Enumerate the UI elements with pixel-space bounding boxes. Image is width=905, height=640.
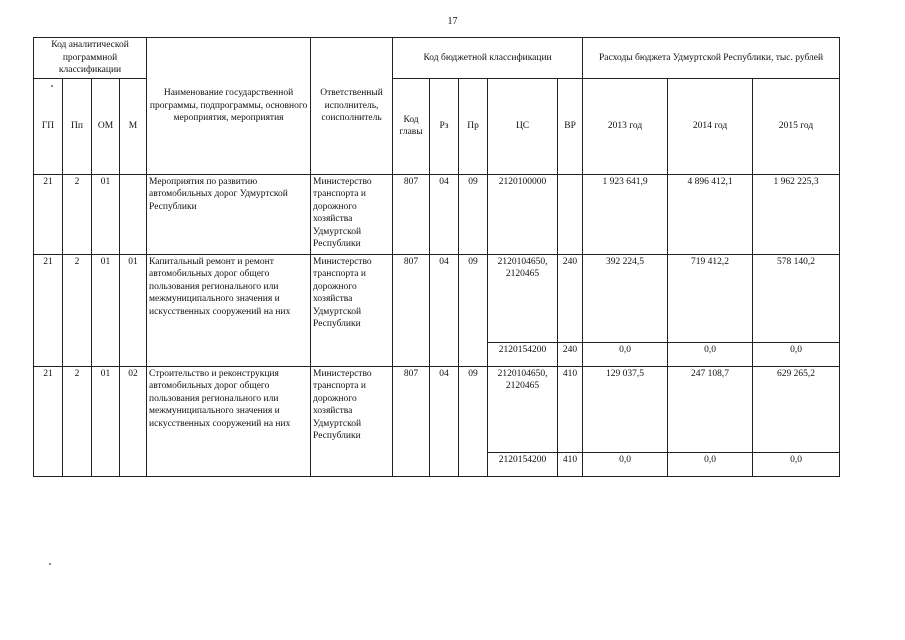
header-2014: 2014 год <box>668 78 753 174</box>
page-number: 17 <box>447 16 458 27</box>
cell-kod-glavy: 807 <box>393 254 430 366</box>
cell-vr: 410 <box>558 452 583 476</box>
header-rz: Рз <box>430 78 459 174</box>
cell-executor: Министерство транспорта и дорожного хозяйства Удмуртской Республики <box>311 254 393 366</box>
cell-2015: 0,0 <box>753 342 840 366</box>
cell-gp: 21 <box>34 366 63 476</box>
scan-speck <box>49 563 51 565</box>
cell-om: 01 <box>92 366 120 476</box>
cell-executor: Министерство транспорта и дорожного хозяйства Удмуртской Республики <box>311 366 393 476</box>
cell-name: Капитальный ремонт и ремонт автомобильных дорог общего пользования регионального или межмуниципального значения и искусственных сооружений на них <box>147 254 311 366</box>
cell-pp: 2 <box>63 366 92 476</box>
cell-cs: 2120154200 <box>488 452 558 476</box>
cell-cs: 2120100000 <box>488 174 558 254</box>
cell-m <box>120 174 147 254</box>
cell-2015: 629 265,2 <box>753 366 840 452</box>
cell-cs: 2120104650, 2120465 <box>488 366 558 452</box>
header-expenses: Расходы бюджета Удмуртской Республики, тыс. рублей <box>583 38 840 79</box>
header-pr: Пр <box>459 78 488 174</box>
header-pp: Пп <box>63 78 92 174</box>
header-2015: 2015 год <box>753 78 840 174</box>
header-budget-classification: Код бюджетной классификации <box>393 38 583 79</box>
header-analytic-classification: Код аналитической программной классификации <box>34 38 147 79</box>
table-row <box>34 254 840 342</box>
cell-m: 01 <box>120 254 147 366</box>
cell-vr: 240 <box>558 342 583 366</box>
cell-pp: 2 <box>63 174 92 254</box>
cell-executor: Министерство транспорта и дорожного хозяйства Удмуртской Республики <box>311 174 393 254</box>
header-executor: Ответственный исполнитель, соисполнитель <box>311 38 393 175</box>
cell-2014: 719 412,2 <box>668 254 753 342</box>
cell-2013: 392 224,5 <box>583 254 668 342</box>
cell-pp: 2 <box>63 254 92 366</box>
cell-name: Строительство и реконструкция автомобильных дорог общего пользования регионального или межмуниципального значения и искусственных сооружений на них <box>147 366 311 476</box>
cell-2015: 578 140,2 <box>753 254 840 342</box>
header-m: М <box>120 78 147 174</box>
cell-2015: 1 962 225,3 <box>753 174 840 254</box>
scan-speck <box>51 85 53 87</box>
cell-2013: 129 037,5 <box>583 366 668 452</box>
cell-rz: 04 <box>430 174 459 254</box>
cell-rz: 04 <box>430 366 459 476</box>
cell-om: 01 <box>92 174 120 254</box>
header-name: Наименование государственной программы, подпрограммы, основного мероприятия, мероприятия <box>147 38 311 175</box>
header-gp: ГП <box>34 78 63 174</box>
cell-vr: 240 <box>558 254 583 342</box>
cell-2014: 4 896 412,1 <box>668 174 753 254</box>
table-row <box>34 366 840 452</box>
cell-2014: 0,0 <box>668 452 753 476</box>
cell-name: Мероприятия по развитию автомобильных дорог Удмуртской Республики <box>147 174 311 254</box>
cell-pr: 09 <box>459 254 488 366</box>
header-om: ОМ <box>92 78 120 174</box>
cell-2015: 0,0 <box>753 452 840 476</box>
cell-gp: 21 <box>34 174 63 254</box>
cell-2013: 0,0 <box>583 452 668 476</box>
cell-kod-glavy: 807 <box>393 174 430 254</box>
cell-pr: 09 <box>459 366 488 476</box>
cell-kod-glavy: 807 <box>393 366 430 476</box>
cell-2013: 0,0 <box>583 342 668 366</box>
cell-rz: 04 <box>430 254 459 366</box>
budget-table <box>33 37 840 477</box>
header-kod-glavy: Код главы <box>393 78 430 174</box>
cell-cs: 2120104650, 2120465 <box>488 254 558 342</box>
cell-2014: 247 108,7 <box>668 366 753 452</box>
cell-vr: 410 <box>558 366 583 452</box>
cell-vr <box>558 174 583 254</box>
header-2013: 2013 год <box>583 78 668 174</box>
cell-om: 01 <box>92 254 120 366</box>
cell-pr: 09 <box>459 174 488 254</box>
header-cs: ЦС <box>488 78 558 174</box>
cell-2013: 1 923 641,9 <box>583 174 668 254</box>
cell-cs: 2120154200 <box>488 342 558 366</box>
cell-m: 02 <box>120 366 147 476</box>
cell-2014: 0,0 <box>668 342 753 366</box>
cell-gp: 21 <box>34 254 63 366</box>
table-row <box>34 174 840 254</box>
header-vr: ВР <box>558 78 583 174</box>
